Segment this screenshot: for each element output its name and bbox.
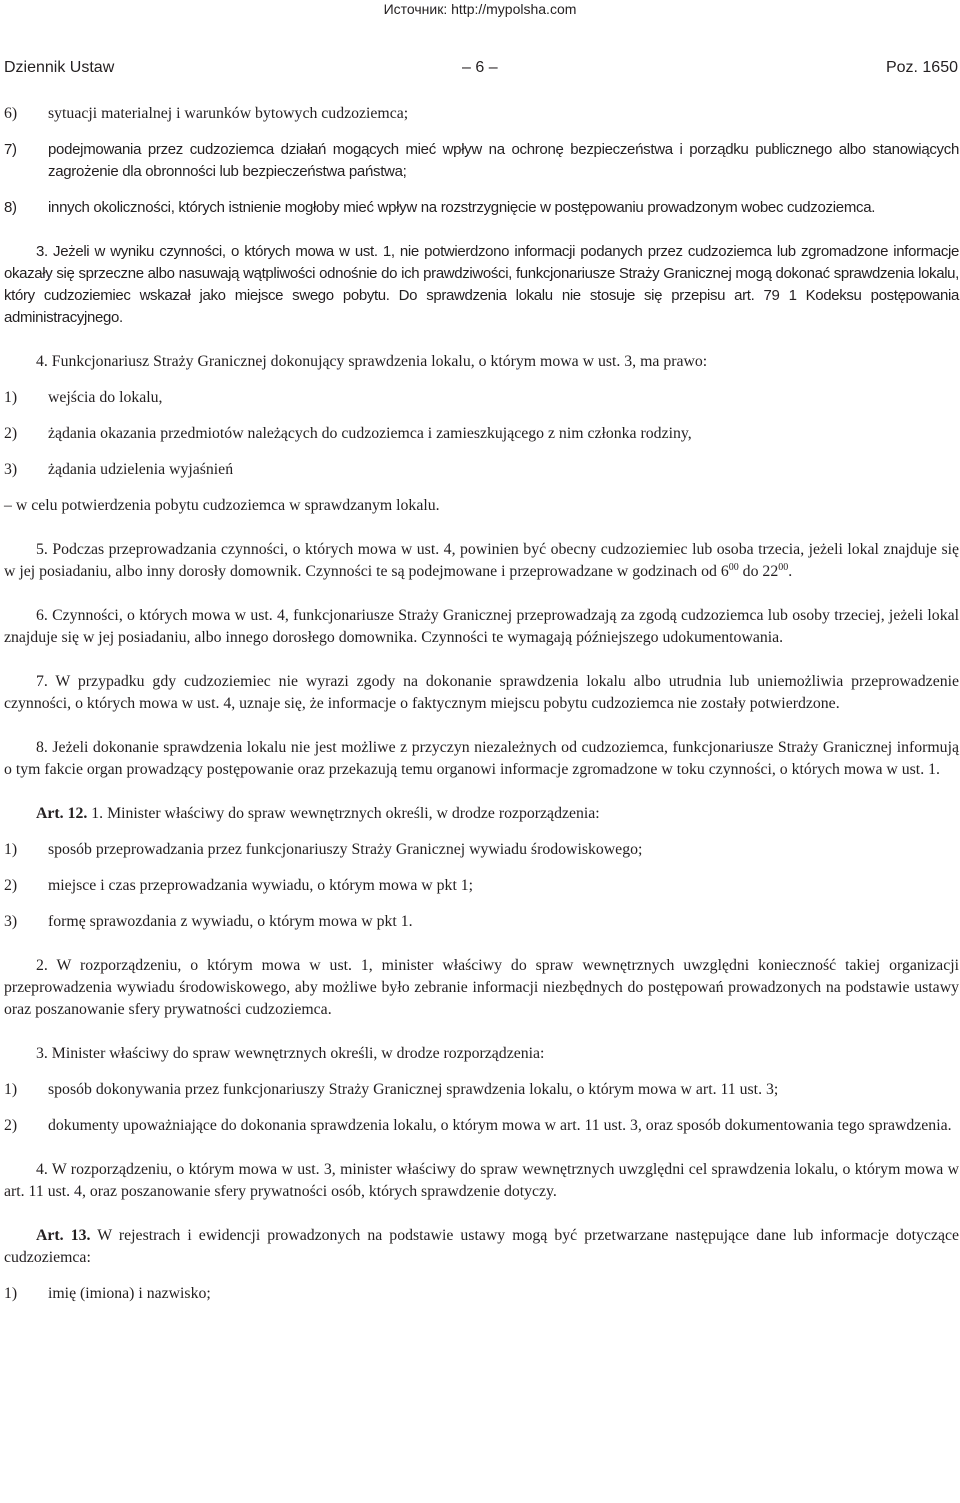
list-item-text: żądania udzielenia wyjaśnień (48, 461, 234, 478)
list-item-number: 6) (4, 105, 18, 122)
page-number: – 6 – (462, 59, 498, 76)
page-header (4, 56, 958, 80)
paragraph-4: 4. Funkcjonariusz Straży Granicznej dokonujący sprawdzenia lokalu, o którym mowa w ust. 3, ma prawo: (36, 353, 708, 370)
paragraph-5-end: . (788, 563, 793, 580)
superscript-hour-end: 00 (778, 562, 789, 573)
list-item-text: imię (imiona) i nazwisko; (48, 1285, 211, 1302)
article-13-text: W rejestrach i ewidencji prowadzonych na podstawie ustawy mogą być przetwarzane następujące dane lub informacje dotyczące cudzoziemca: (4, 1227, 959, 1266)
paragraph-4-tail: – w celu potwierdzenia pobytu cudzoziemca w sprawdzanym lokalu. (4, 497, 440, 514)
list-item (4, 103, 959, 125)
list-item-text: formę sprawozdania z wywiadu, o którym mowa w pkt 1. (48, 913, 413, 930)
list-item-text: sposób dokonywania przez funkcjonariuszy Straży Granicznej sprawdzenia lokalu, o którym mowa w art. 11 ust. 3; (48, 1081, 779, 1098)
paragraph-6: 6. Czynności, o których mowa w ust. 4, funkcjonariusze Straży Granicznej przeprowadzają za zgodą cudzoziemca lub osoby trzeciej, jeżeli lokal znajduje się w jej posiadaniu, albo innego dorosłego domownika. Czynności te wymagają późniejszego udokumentowania. (4, 607, 959, 646)
list-item-number: 2) (4, 1117, 18, 1134)
list-item-text: żądania okazania przedmiotów należących do cudzoziemca i zamieszkującego z nim członka rodziny, (48, 425, 692, 442)
article-12-paragraph-2: 2. W rozporządzeniu, o którym mowa w ust. 1, minister właściwy do spraw wewnętrznych uwzględni konieczność takiej organizacji przeprowadzenia wywiadu środowiskowego, aby możliwe było zebranie informacji niezbędnych do postępowań prowadzonych na podstawie ustawy oraz poszanowanie sfery prywatności cudzoziemca. (4, 957, 959, 1018)
list-item (4, 875, 959, 897)
list-top (4, 103, 959, 219)
article-13-intro (4, 1225, 959, 1269)
list-item-text: dokumenty upoważniające do dokonania sprawdzenia lokalu, o którym mowa w art. 11 ust. 3, oraz sposób dokumentowania tego sprawdzenia. (48, 1117, 952, 1134)
list-item-text: sposób przeprowadzania przez funkcjonariuszy Straży Granicznej wywiadu środowiskowego; (48, 841, 643, 858)
list-item-number: 3) (4, 913, 18, 930)
list-item (4, 423, 959, 445)
list-item-number: 2) (4, 425, 18, 442)
paragraph-5-mid: do 22 (738, 563, 779, 580)
list-item (4, 197, 959, 219)
list-item-number: 8) (4, 199, 17, 216)
list-item-number: 2) (4, 877, 18, 894)
list-item-number: 1) (4, 841, 18, 858)
list-item-number: 1) (4, 1081, 18, 1098)
article-13-label: Art. 13. (36, 1227, 91, 1244)
article-12-text: 1. Minister właściwy do spraw wewnętrznych określi, w drodze rozporządzenia: (87, 805, 600, 822)
paragraph-7: 7. W przypadku gdy cudzoziemiec nie wyrazi zgody na dokonanie sprawdzenia lokalu albo utrudnia lub uniemożliwia przeprowadzenie czynności, o których mowa w ust. 4, uznaje się, że informacje o faktycznym miejscu pobytu cudzoziemca nie zostały potwierdzone. (4, 673, 959, 712)
paragraph-5-text: 5. Podczas przeprowadzania czynności, o których mowa w ust. 4, powinien być obecny cudzoziemiec lub osoba trzecia, jeżeli lokal znajduje się w jej posiadaniu, albo inny dorosły domownik. Czynności te są podejmowane i przeprowadzane w godzinach od 6 (4, 541, 959, 580)
list-item-number: 7) (4, 141, 17, 158)
source-line: Источник: http://mypolsha.com (383, 1, 577, 17)
document-body (4, 103, 959, 1319)
list-item (4, 1283, 959, 1305)
list-item-text: sytuacji materialnej i warunków bytowych cudzoziemca; (48, 105, 409, 122)
superscript-hour-start: 00 (728, 562, 739, 573)
article-12-paragraph-3: 3. Minister właściwy do spraw wewnętrznych określi, w drodze rozporządzenia: (36, 1045, 545, 1062)
article-12-intro (4, 803, 959, 825)
list-item (4, 387, 959, 409)
paragraph-5 (4, 539, 959, 583)
journal-title: Dziennik Ustaw (4, 59, 115, 76)
list-item (4, 1115, 959, 1137)
list-item (4, 1079, 959, 1101)
list-item-text: innych okoliczności, których istnienie mogłoby mieć wpływ na rozstrzygnięcie w postępowaniu prowadzonym wobec cudzoziemca. (48, 199, 876, 216)
list-item-number: 1) (4, 389, 18, 406)
paragraph-8: 8. Jeżeli dokonanie sprawdzenia lokalu nie jest możliwe z przyczyn niezależnych od cudzoziemca, funkcjonariusze Straży Granicznej informują o tym fakcie organ prowadzący postępowanie oraz przekazują temu organowi informacje zgromadzone w toku czynności, o których mowa w ust. 1. (4, 739, 959, 778)
list-item (4, 911, 959, 933)
list-item (4, 139, 959, 183)
list-item-text: wejścia do lokalu, (48, 389, 163, 406)
paragraph-3: 3. Jeżeli w wyniku czynności, o których mowa w ust. 1, nie potwierdzono informacji podanych przez cudzoziemca lub zgromadzone informacje okazały się sprzeczne albo nasuwają wątpliwości odnośnie do ich prawdziwości, funkcjonariusze Straży Granicznej mogą dokonać sprawdzenia lokalu, który cudzoziemiec wskazał jako miejsce swego pobytu. Do sprawdzenia lokalu nie stosuje się przepisu art. 79 1 Kodeksu postępowania administracyjnego. (4, 243, 959, 326)
article-12-label: Art. 12. (36, 805, 88, 822)
list-item-number: 1) (4, 1285, 18, 1302)
list-item (4, 459, 959, 481)
list-item-number: 3) (4, 461, 18, 478)
article-12-paragraph-4: 4. W rozporządzeniu, o którym mowa w ust. 3, minister właściwy do spraw wewnętrznych uwzględni cel sprawdzenia lokalu, o którym mowa w art. 11 ust. 4, oraz poszanowanie sfery prywatności osób, których sprawdzenie dotyczy. (4, 1161, 959, 1200)
position-number: Poz. 1650 (885, 59, 958, 76)
list-item (4, 839, 959, 861)
list-item-text: podejmowania przez cudzoziemca działań mogących mieć wpływ na ochronę bezpieczeństwa i porządku publicznego albo stanowiących zagrożenie dla obronności lub bezpieczeństwa państwa; (48, 141, 959, 180)
list-item-text: miejsce i czas przeprowadzania wywiadu, o którym mowa w pkt 1; (48, 877, 474, 894)
